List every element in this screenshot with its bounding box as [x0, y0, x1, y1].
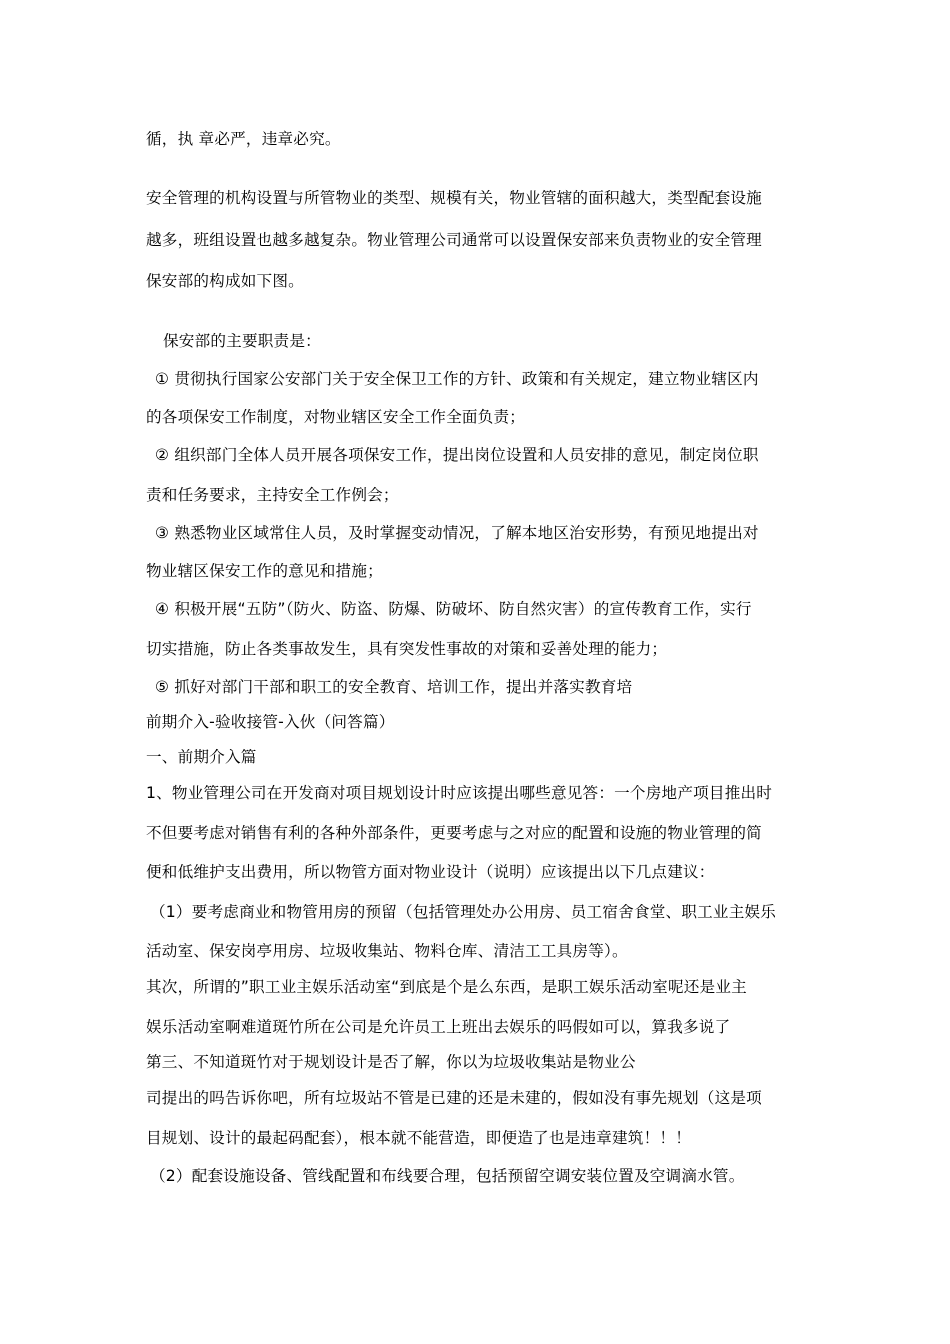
section-heading: 前期介入-验收接管-入伙（问答篇）	[146, 713, 395, 731]
list-item: ③ 熟悉物业区域常住人员，及时掌握变动情况，了解本地区治安形势，有预见地提出对	[155, 524, 759, 542]
section-heading: 保安部的主要职责是：	[163, 332, 321, 350]
list-item: ④ 积极开展“五防”（防火、防盗、防爆、防破坏、防自然灾害）的宣传教育工作，实行	[155, 600, 752, 618]
text-line: 便和低维护支出费用，所以物管方面对物业设计（说明）应该提出以下几点建议：	[146, 863, 715, 881]
text-line: 不但要考虑对销售有利的各种外部条件，更要考虑与之对应的配置和设施的物业管理的简	[146, 824, 762, 842]
text-line: 循，执 章必严，违章必究。	[146, 130, 341, 148]
list-item: ⑤ 抓好对部门干部和职工的安全教育、培训工作，提出并落实教育培	[155, 678, 633, 696]
text-line: 娱乐活动室啊难道斑竹所在公司是允许员工上班出去娱乐的吗假如可以，算我多说了	[146, 1018, 731, 1036]
text-line: 保安部的构成如下图。	[146, 272, 304, 290]
text-line: 的各项保安工作制度，对物业辖区安全工作全面负责；	[146, 408, 526, 426]
list-item: （2）配套设施设备、管线配置和布线要合理，包括预留空调安装位置及空调滴水管。	[150, 1167, 745, 1185]
text-line: 越多，班组设置也越多越复杂。物业管理公司通常可以设置保安部来负责物业的安全管理	[146, 231, 762, 249]
text-line: 切实措施，防止各类事故发生，具有突发性事故的对策和妥善处理的能力；	[146, 640, 668, 658]
text-line: 1、物业管理公司在开发商对项目规划设计时应该提出哪些意见答：一个房地产项目推出时	[146, 784, 773, 802]
list-item: （1）要考虑商业和物管用房的预留（包括管理处办公用房、员工宿舍食堂、职工业主娱乐	[150, 903, 777, 921]
list-item: ① 贯彻执行国家公安部门关于安全保卫工作的方针、政策和有关规定，建立物业辖区内	[155, 370, 759, 388]
text-line: 司提出的吗告诉你吧，所有垃圾站不管是已建的还是未建的，假如没有事先规划（这是项	[146, 1089, 762, 1107]
text-line: 责和任务要求，主持安全工作例会；	[146, 486, 399, 504]
list-item: ② 组织部门全体人员开展各项保安工作，提出岗位设置和人员安排的意见，制定岗位职	[155, 446, 759, 464]
text-line: 第三、不知道斑竹对于规划设计是否了解，你以为垃圾收集站是物业公	[146, 1053, 636, 1071]
text-line: 活动室、保安岗亭用房、垃圾收集站、物料仓库、清洁工工具房等）。	[146, 942, 628, 960]
text-line: 目规划、设计的最起码配套），根本就不能营造，即便造了也是违章建筑！！！	[146, 1129, 691, 1147]
text-line: 安全管理的机构设置与所管物业的类型、规模有关，物业管辖的面积越大，类型配套设施	[146, 189, 762, 207]
text-line: 其次，所谓的”职工业主娱乐活动室“到底是个是么东西，是职工娱乐活动室呢还是业主	[146, 978, 747, 996]
text-line: 物业辖区保安工作的意见和措施；	[146, 562, 383, 580]
section-heading: 一、前期介入篇	[146, 748, 257, 766]
